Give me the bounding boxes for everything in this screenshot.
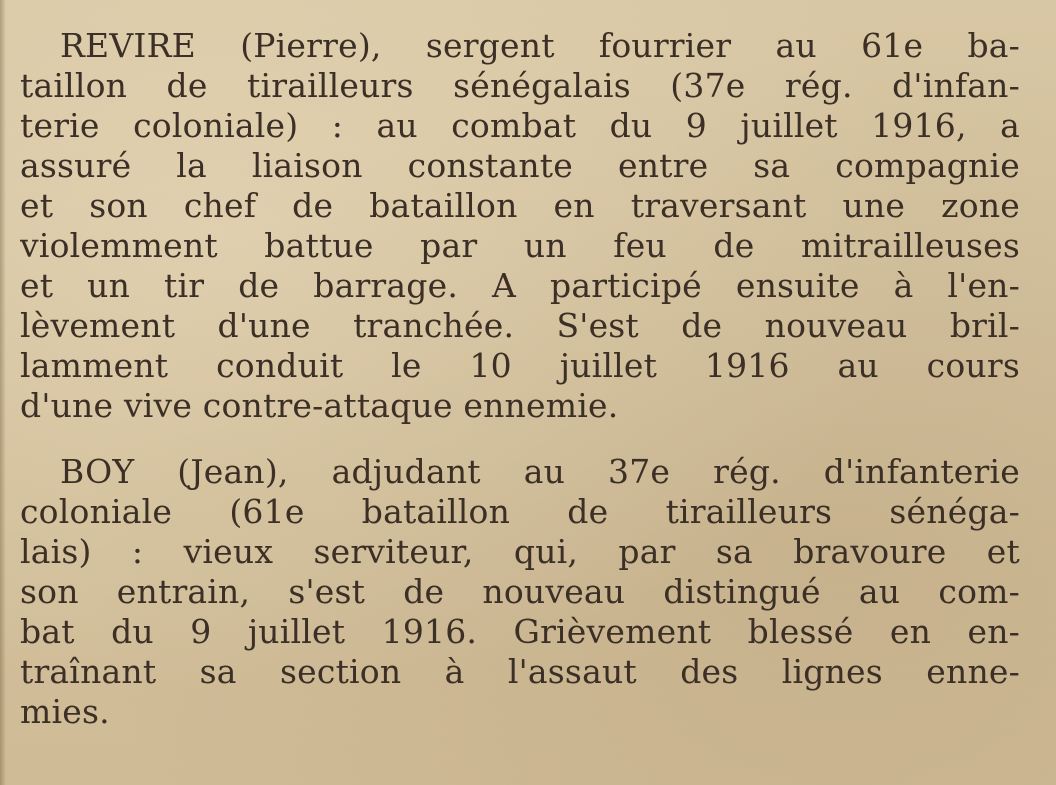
text-line: mies. [20,692,110,731]
text-line: REVIRE (Pierre), sergent fourrier au 61e ba- [60,26,1020,65]
text-line: coloniale (61e bataillon de tirailleurs sénéga- [20,492,1020,531]
page-edge-shadow [0,0,6,785]
text-line: taillon de tirailleurs sénégalais (37e rég. d'infan- [20,66,1020,105]
text-line: et son chef de bataillon en traversant une zone [20,186,1020,225]
text-line: lamment conduit le 10 juillet 1916 au cours [20,346,1020,385]
text-line: lais) : vieux serviteur, qui, par sa bravoure et [20,532,1020,571]
text-line: violemment battue par un feu de mitrailleuses [20,226,1020,265]
citation-revire [20,26,1020,426]
citation-boy [20,452,1020,732]
text-line: bat du 9 juillet 1916. Grièvement blessé en en- [20,612,1020,651]
text-line: d'une vive contre-attaque ennemie. [20,386,619,425]
text-line: BOY (Jean), adjudant au 37e rég. d'infanterie [60,452,1020,491]
citation-column [20,26,1020,732]
text-line: et un tir de barrage. A participé ensuite à l'en- [20,266,1020,305]
text-line: terie coloniale) : au combat du 9 juillet 1916, a [20,106,1020,145]
text-line: son entrain, s'est de nouveau distingué au com- [20,572,1020,611]
text-line: traînant sa section à l'assaut des lignes enne- [20,652,1020,691]
text-line: lèvement d'une tranchée. S'est de nouveau bril- [20,306,1020,345]
text-line: assuré la liaison constante entre sa compagnie [20,146,1020,185]
